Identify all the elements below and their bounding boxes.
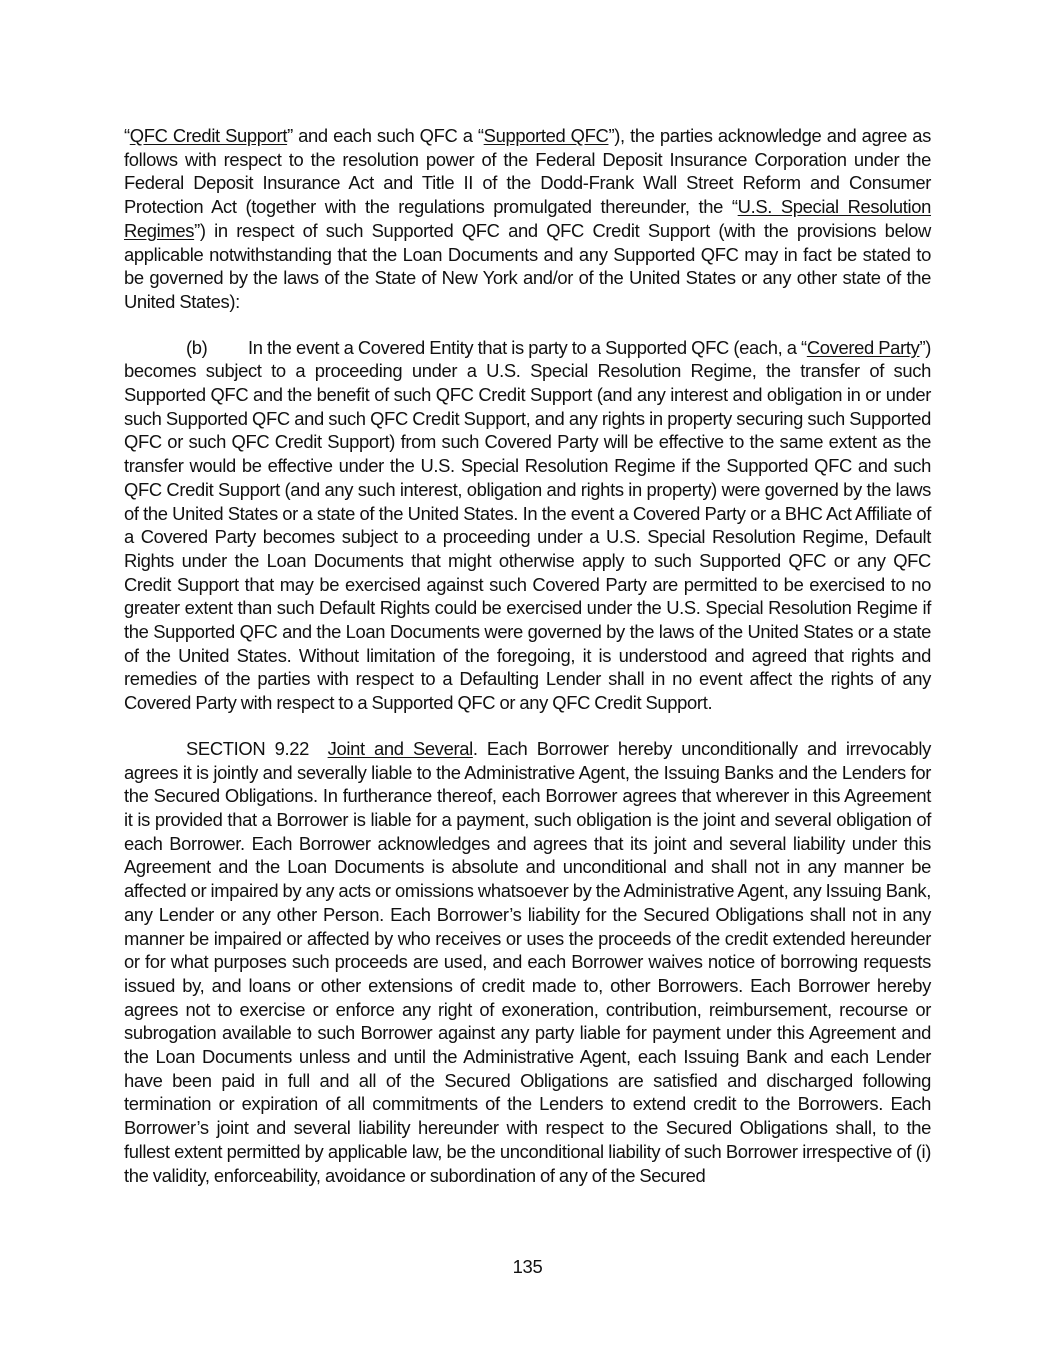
page-number: 135 <box>512 1256 543 1277</box>
paragraph-b-covered-party <box>124 336 931 715</box>
defined-term-us-special-resolution-regimes: U.S. Special Resolution Regimes <box>124 196 931 241</box>
paragraph-qfc-intro <box>124 124 931 314</box>
paragraph-section-9-22 <box>124 737 931 1187</box>
paragraph-spacer <box>124 715 931 737</box>
text-run: ”) becomes subject to a proceeding under a U.S. Special Resolution Regime, the transfer of such Supported QFC and the benefit of such QFC Credit Support (and any interest and obligation in or under such Supported QFC and such QFC Credit Support, and any rights in property securing such Supported QFC or such QFC Credit Support) from such Covered Party will be effective to the same extent as the transfer would be effective under the U.S. Special Resolution Regime if the Supported QFC and such QFC Credit Support (and any such interest, obligation and rights in property) were governed by the laws of the United States or a state of the United States. In the event a Covered Party or a BHC Act Affiliate of a Covered Party becomes subject to a proceeding under a U.S. Special Resolution Regime, Default Rights under the Loan Documents that might otherwise apply to such Supported QFC or any QFC Credit Support that may be exercised against such Covered Party are permitted to be exercised to no greater extent than such Default Rights could be exercised under the U.S. Special Resolution Regime if the Supported QFC and the Loan Documents were governed by the laws of the United States or a state of the United States. Without limitation of the foregoing, it is understood and agreed that rights and remedies of the parties with respect to a Defaulting Lender shall in no event affect the rights of any Covered Party with respect to a Supported QFC or any QFC Credit Support. <box>124 336 932 714</box>
paragraph-spacer <box>124 314 931 336</box>
text-run: In the event a Covered Entity that is party to a Supported QFC (each, a “ <box>248 336 807 358</box>
section-heading-joint-and-several: Joint and Several <box>327 737 473 759</box>
text-run: . Each Borrower hereby unconditionally and irrevocably agrees it is jointly and severally liable to the Administrative Agent, the Issuing Banks and the Lenders for the Secured Obligations. In furtherance thereof, each Borrower agrees that wherever in this Agreement it is provided that a Borrower is liable for a payment, such obligation is the joint and several obligation of each Borrower. Each Borrower acknowledges and agrees that its joint and several liability under this Agreement and the Loan Documents is absolute and unconditional and shall not in any manner be affected or impaired by any acts or omissions whatsoever by the Administrative Agent, any Issuing Bank, any Lender or any other Person. Each Borrower’s liability for the Secured Obligations shall not in any manner be impaired or affected by who receives or uses the proceeds of the credit extended hereunder or for what purposes such proceeds are used, and each Borrower waives notice of borrowing requests issued by, and loans or other extensions of credit made to, other Borrowers. Each Borrower hereby agrees not to exercise or enforce any right of exoneration, contribution, reimbursement, recourse or subrogation available to such Borrower against any party liable for payment under this Agreement and the Loan Documents unless and until the Administrative Agent, each Issuing Bank and each Lender have been paid in full and all of the Secured Obligations are satisfied and discharged following termination or expiration of all commitments of the Lenders to extend credit to the Borrowers. Each Borrower’s joint and several liability hereunder with respect to the Secured Obligations shall, to the fullest extent permitted by applicable law, be the unconditional liability of such Borrower irrespective of (i) the validity, enforceability, avoidance or subordination of any of the Secured <box>124 737 932 1186</box>
text-run: ”), the parties acknowledge and agree as follows with respect to the resolution power of the Federal Deposit Insurance Corporation under the Federal Deposit Insurance Act and Title II of the Dodd-Frank Wall Street Reform and Consumer Protection Act (together with the regulations promulgated thereunder, the “ <box>124 125 931 218</box>
text-run: ” and each such QFC a “ <box>287 125 484 146</box>
defined-term-covered-party: Covered Party <box>806 336 920 358</box>
section-number: SECTION 9.22 <box>186 737 309 759</box>
defined-term-qfc-credit-support: QFC Credit Support <box>129 125 288 146</box>
document-page <box>124 124 931 1187</box>
clause-label-b: (b) <box>186 336 208 358</box>
defined-term-supported-qfc: Supported QFC <box>483 125 609 146</box>
text-run: ”) in respect of such Supported QFC and QFC Credit Support (with the provisions below applicable notwithstanding that the Loan Documents and any Supported QFC may in fact be stated to be governed by the laws of the State of New York and/or of the United States or any other state of the United States): <box>124 219 931 312</box>
text-run: “ <box>124 125 130 146</box>
